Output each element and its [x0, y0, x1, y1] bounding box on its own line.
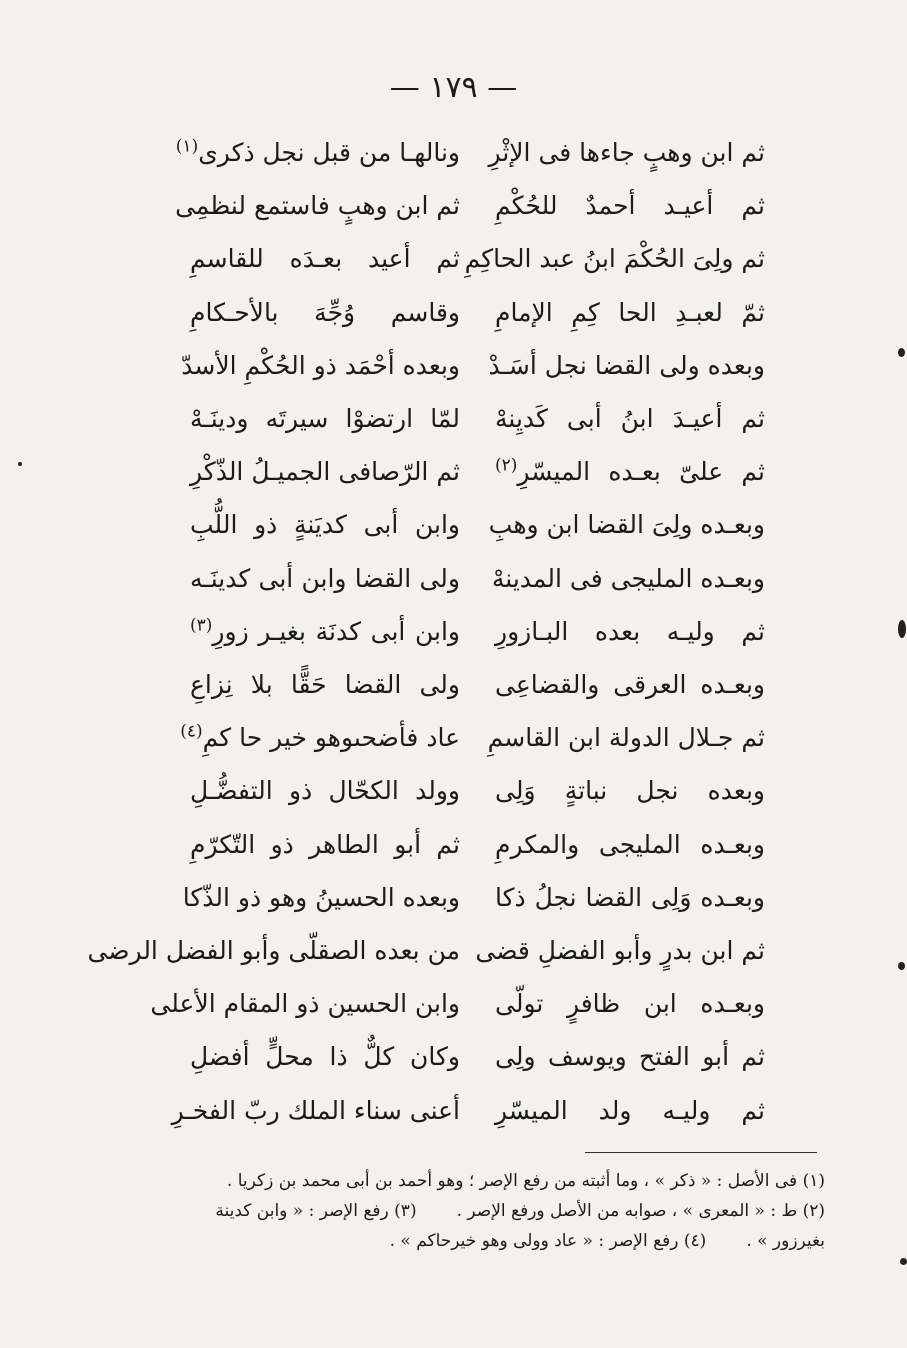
footnote-3-continued: بغيرزور » . — [746, 1231, 825, 1251]
hemistich-text: وبعده نجل نباتةٍ وَلِى — [495, 776, 765, 806]
hemistich-text: ولى القضا وابن أبى كدينَـه — [190, 563, 460, 593]
first-hemistich — [495, 1088, 765, 1134]
first-hemistich — [495, 822, 765, 868]
hemistich-text: وبعـده ولِىَ القضا ابن وهبِ — [488, 510, 765, 540]
hemistich-text: ثم أبو الطاهر ذو التّكرّمِ — [190, 829, 460, 859]
hemistich-text: ثم أعيد بعـدَه للقاسمِ — [190, 244, 460, 274]
footnote-reference: (٤) — [180, 721, 203, 742]
hemistich-text: وكان كلٌّ ذا محلٍّ أفضلِ — [190, 1042, 460, 1072]
first-hemistich — [495, 183, 765, 229]
second-hemistich — [190, 1034, 460, 1080]
second-hemistich — [87, 928, 460, 974]
verse-row — [175, 183, 765, 229]
second-hemistich — [190, 449, 460, 495]
hemistich-text: ثم ابن وهبٍ فاستمع لنظمِى — [175, 191, 460, 221]
hemistich-text: ثم أعيـدَ ابنُ أبى كَديِنهْ — [495, 404, 765, 433]
hemistich-text: وقاسم وُجِّهَ بالأحـكامِ — [190, 297, 460, 327]
first-hemistich — [487, 715, 765, 761]
second-hemistich — [190, 609, 460, 655]
footnotes — [95, 1166, 825, 1256]
footnote-separator — [585, 1152, 817, 1153]
hemistich-text: ثم أعيـد أحمدٌ للحُكْمِ — [495, 191, 765, 221]
hemistich-text: وبعـده المليجى فى المدينهْ — [491, 563, 765, 593]
hemistich-text: وابن الحسين ذو المقام الأعلى — [150, 989, 460, 1019]
hemistich-text: وبعده أحْمَد ذو الحُكْمِ الأسدّ — [181, 350, 460, 380]
second-hemistich — [150, 981, 460, 1027]
hemistich-text: عاد فأضحىوهو خير حا كمِ — [202, 723, 460, 753]
verse-row — [180, 343, 765, 389]
hemistich-text: وابن أبى كدنَة بغيـر زورِ — [212, 616, 460, 646]
verse-row — [171, 1088, 765, 1134]
second-hemistich — [181, 343, 460, 389]
first-hemistich — [495, 1034, 765, 1080]
verse-row — [180, 768, 765, 814]
hemistich-text: ولى القضا حَقًّا بلا نِزاعِ — [190, 670, 460, 699]
second-hemistich — [171, 1088, 460, 1134]
second-hemistich — [175, 130, 460, 176]
verse-row — [180, 662, 765, 708]
hemistich-text: ثمّ لعبـدِ الحا كِمِ الإمامِ — [495, 297, 765, 327]
hemistich-text: ثم ابن بدرٍ وأبو الفضلِ قضى — [475, 936, 765, 965]
second-hemistich — [190, 236, 460, 282]
hemistich-text: وولد الكحّال ذو التفضُّـلِ — [190, 776, 460, 806]
hemistich-text: ثم وليـه بعده البـازورِ — [495, 616, 765, 646]
verse-row — [180, 502, 765, 548]
footnote-reference: (١) — [175, 136, 199, 157]
hemistich-text: ثم جـلال الدولة ابن القاسمِ — [487, 723, 765, 753]
verse-row — [180, 396, 765, 442]
footnote-2: (٢) ط : « المعرى » ، صوابه من الأصل ورفع الإصر . — [456, 1201, 825, 1221]
hemistich-text: أعنى سناء الملك ربّ الفخـرِ — [171, 1095, 460, 1125]
hemistich-text: وبعـده المليجى والمكرمِ — [495, 829, 765, 859]
footnote-reference: (٣) — [190, 615, 213, 636]
verse-row — [180, 556, 765, 602]
second-hemistich — [190, 396, 460, 442]
hemistich-text: وبعده ولى القضا نجل أسَـدْ — [488, 350, 765, 380]
second-hemistich — [190, 290, 460, 336]
scan-speck — [898, 348, 905, 357]
first-hemistich — [495, 290, 765, 336]
hemistich-text: وبعـده ابن ظافرٍ تولّى — [495, 989, 765, 1019]
hemistich-text: ثم ولِىَ الحُكْمَ ابنُ عبد الحاكِمِ — [464, 244, 765, 274]
first-hemistich — [495, 449, 765, 495]
verse-row — [180, 609, 765, 655]
verse-row — [180, 1034, 765, 1080]
first-hemistich — [495, 875, 765, 921]
hemistich-text: ثم أبو الفتح ويوسف ولِى — [495, 1042, 765, 1072]
footnote-line — [95, 1166, 825, 1196]
hemistich-text: لمّا ارتضوْا سيرتَه ودينَـهْ — [190, 404, 460, 433]
first-hemistich — [495, 981, 765, 1027]
scan-speck — [900, 1258, 907, 1265]
verse-row — [180, 290, 765, 336]
second-hemistich — [175, 183, 460, 229]
second-hemistich — [190, 556, 460, 602]
poem-verses — [87, 130, 765, 1140]
hemistich-text: من بعده الصقلّى وأبو الفضل الرضى — [87, 936, 460, 965]
verse-row — [87, 928, 765, 974]
scan-speck — [898, 620, 906, 638]
scan-speck — [18, 462, 22, 466]
second-hemistich — [190, 822, 460, 868]
hemistich-text: ونالهـا من قبل نجل ذكرى — [198, 138, 460, 167]
verse-row — [180, 875, 765, 921]
hemistich-text: ثم علىّ بعـده الميسّرِ — [517, 457, 765, 487]
first-hemistich — [464, 236, 765, 282]
first-hemistich — [488, 130, 765, 176]
footnote-3: (٣) رفع الإصر : « وابن كدينة — [215, 1201, 417, 1221]
first-hemistich — [488, 343, 765, 389]
hemistich-text: وبعده الحسينُ وهو ذو الذّكا — [182, 882, 460, 912]
verse-row — [180, 236, 765, 282]
second-hemistich — [180, 715, 460, 761]
footnote-1: (١) فى الأصل : « ذكر » ، وما أثبته من رفع الإصر ؛ وهو أحمد بن أبى محمد بن زكريا . — [226, 1171, 825, 1191]
first-hemistich — [488, 502, 765, 548]
scan-speck — [898, 962, 905, 970]
first-hemistich — [495, 396, 765, 442]
footnote-4: (٤) رفع الإصر : « عاد وولى وهو خيرحاكم » . — [389, 1231, 707, 1251]
second-hemistich — [190, 768, 460, 814]
hemistich-text: وبعـده العرقى والقضاعِى — [495, 670, 765, 699]
second-hemistich — [182, 875, 460, 921]
first-hemistich — [495, 609, 765, 655]
footnote-line — [95, 1226, 825, 1256]
hemistich-text: ثم الرّصافى الجميـلُ الذّكْرِ — [190, 457, 460, 487]
hemistich-text: وابن أبى كديَنةٍ ذو اللُّبِ — [190, 510, 460, 540]
second-hemistich — [190, 662, 460, 708]
verse-row — [150, 981, 765, 1027]
first-hemistich — [495, 768, 765, 814]
page-number: — ١٧٩ — — [389, 70, 518, 105]
hemistich-text: ثم ابن وهبٍ جاءها فى الإثْرِ — [488, 138, 765, 167]
hemistich-text: ثم وليـه ولد الميسّرِ — [495, 1095, 765, 1125]
verse-row — [175, 130, 765, 176]
first-hemistich — [495, 662, 765, 708]
verse-row — [180, 822, 765, 868]
verse-row — [180, 449, 765, 495]
first-hemistich — [491, 556, 765, 602]
second-hemistich — [190, 502, 460, 548]
hemistich-text: وبعـده وَلِى القضا نجلُ ذكا — [495, 882, 765, 912]
verse-row — [180, 715, 765, 761]
footnote-reference: (٢) — [495, 455, 518, 476]
first-hemistich — [475, 928, 765, 974]
footnote-line — [95, 1196, 825, 1226]
